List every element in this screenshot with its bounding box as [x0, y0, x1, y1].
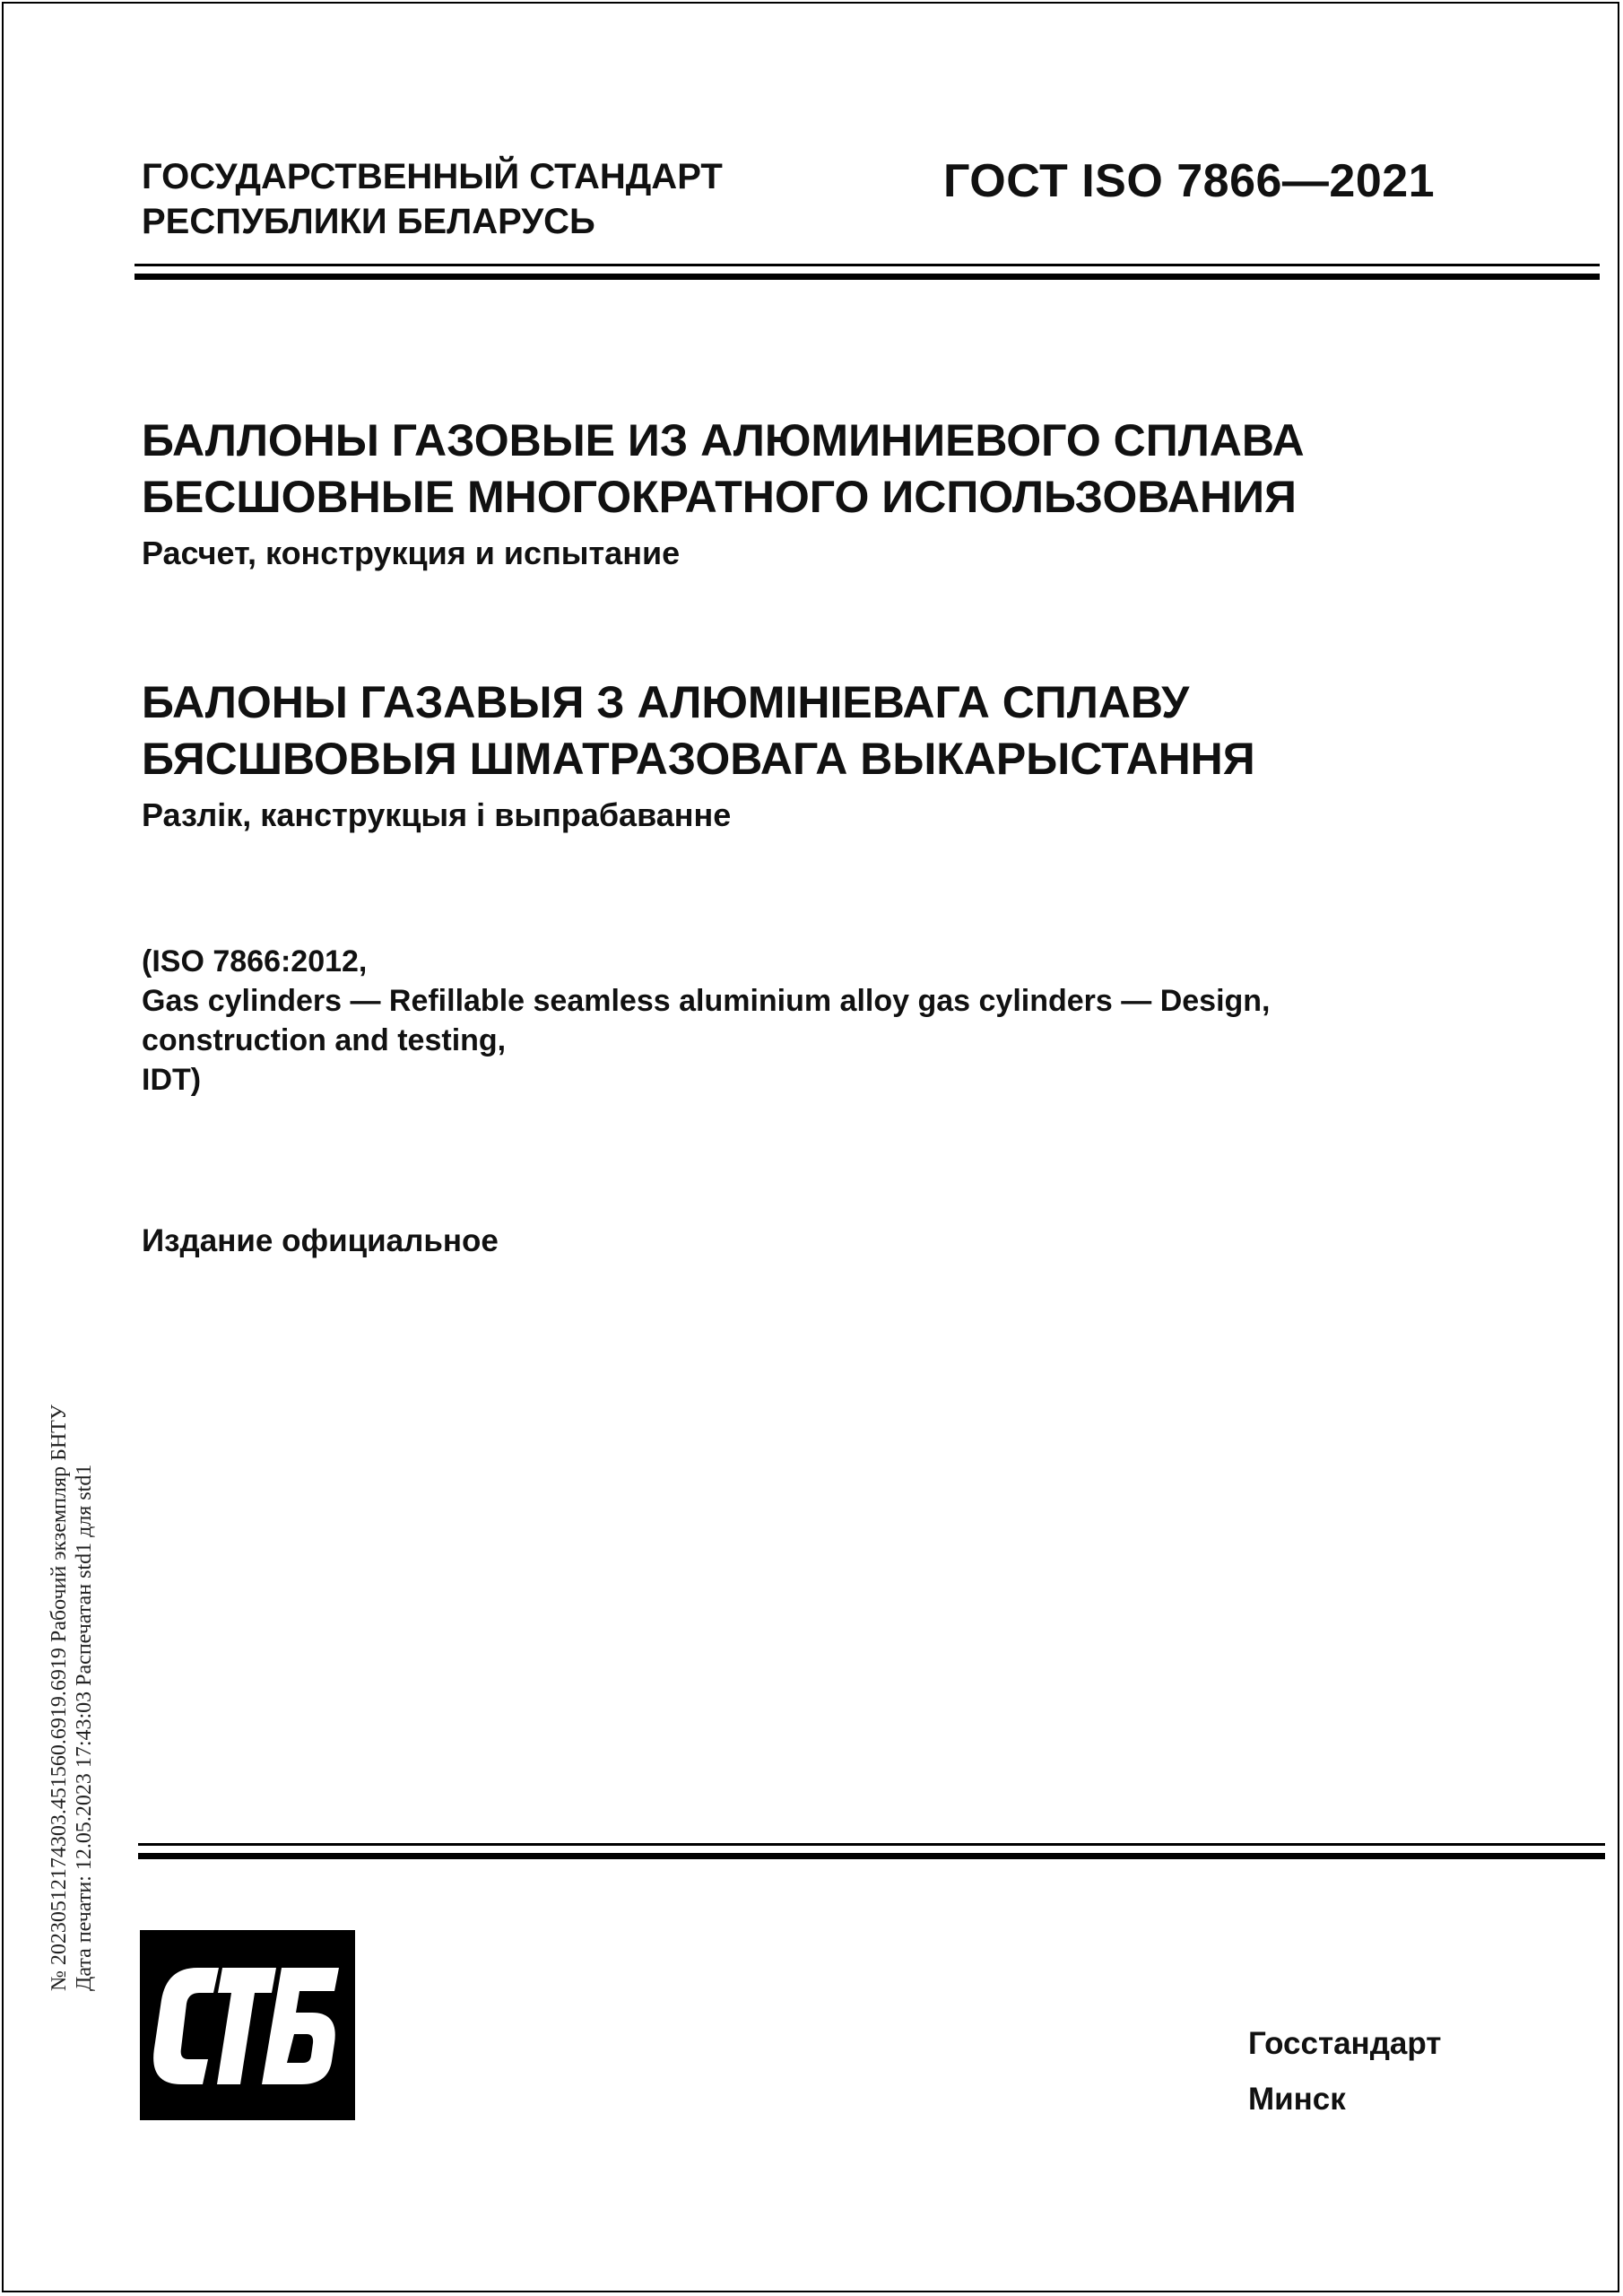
side-print-stamp — [47, 1184, 97, 1991]
title-belarusian — [142, 674, 1255, 838]
intl-ref-line4: IDT) — [142, 1063, 202, 1097]
title-by-line1: БАЛОНЫ ГАЗАВЫЯ З АЛЮМІНІЕВАГА СПЛАВУ — [142, 677, 1190, 727]
intl-ref-line1: (ISO 7866:2012, — [142, 944, 368, 978]
standard-type — [142, 154, 723, 244]
header-rule-thin — [135, 264, 1600, 266]
side-note-line1: № 20230512174303.451560.6919.6919 Рабочий экземпляр БНТУ — [48, 1405, 71, 1991]
edition-label: Издание официальное — [142, 1223, 499, 1258]
stb-logo-icon — [140, 1930, 355, 2120]
publisher-city: Минск — [1248, 2082, 1346, 2117]
footer-rule-thin — [138, 1843, 1605, 1846]
title-ru-line1: БАЛЛОНЫ ГАЗОВЫЕ ИЗ АЛЮМИНИЕВОГО СПЛАВА — [142, 415, 1305, 465]
publisher-name: Госстандарт — [1248, 2026, 1442, 2061]
header-rule-thick — [135, 274, 1600, 280]
footer-rule-thick — [138, 1853, 1605, 1859]
side-note-line2: Дата печати: 12.05.2023 17:43:03 Распечатан std1 для std1 — [73, 1464, 96, 1991]
document-number: ГОСТ ISO 7866—2021 — [943, 155, 1436, 207]
intl-ref-line2: Gas cylinders — Refillable seamless aluminium alloy gas cylinders — Design, — [142, 984, 1271, 1018]
subtitle-ru: Расчет, конструкция и испытание — [142, 535, 681, 571]
subtitle-by: Разлік, канструкцыя і выпрабаванне — [142, 796, 732, 833]
intl-ref-line3: construction and testing, — [142, 1023, 507, 1057]
standard-type-line2: РЕСПУБЛИКИ БЕЛАРУСЬ — [142, 202, 595, 241]
title-ru-line2: БЕСШОВНЫЕ МНОГОКРАТНОГО ИСПОЛЬЗОВАНИЯ — [142, 472, 1297, 522]
publisher-block — [1248, 2016, 1441, 2127]
standard-type-line1: ГОСУДАРСТВЕННЫЙ СТАНДАРТ — [142, 157, 723, 196]
title-russian — [142, 413, 1305, 576]
international-reference — [142, 942, 1271, 1100]
title-by-line2: БЯСШВОВЫЯ ШМАТРАЗОВАГА ВЫКАРЫСТАННЯ — [142, 734, 1255, 784]
